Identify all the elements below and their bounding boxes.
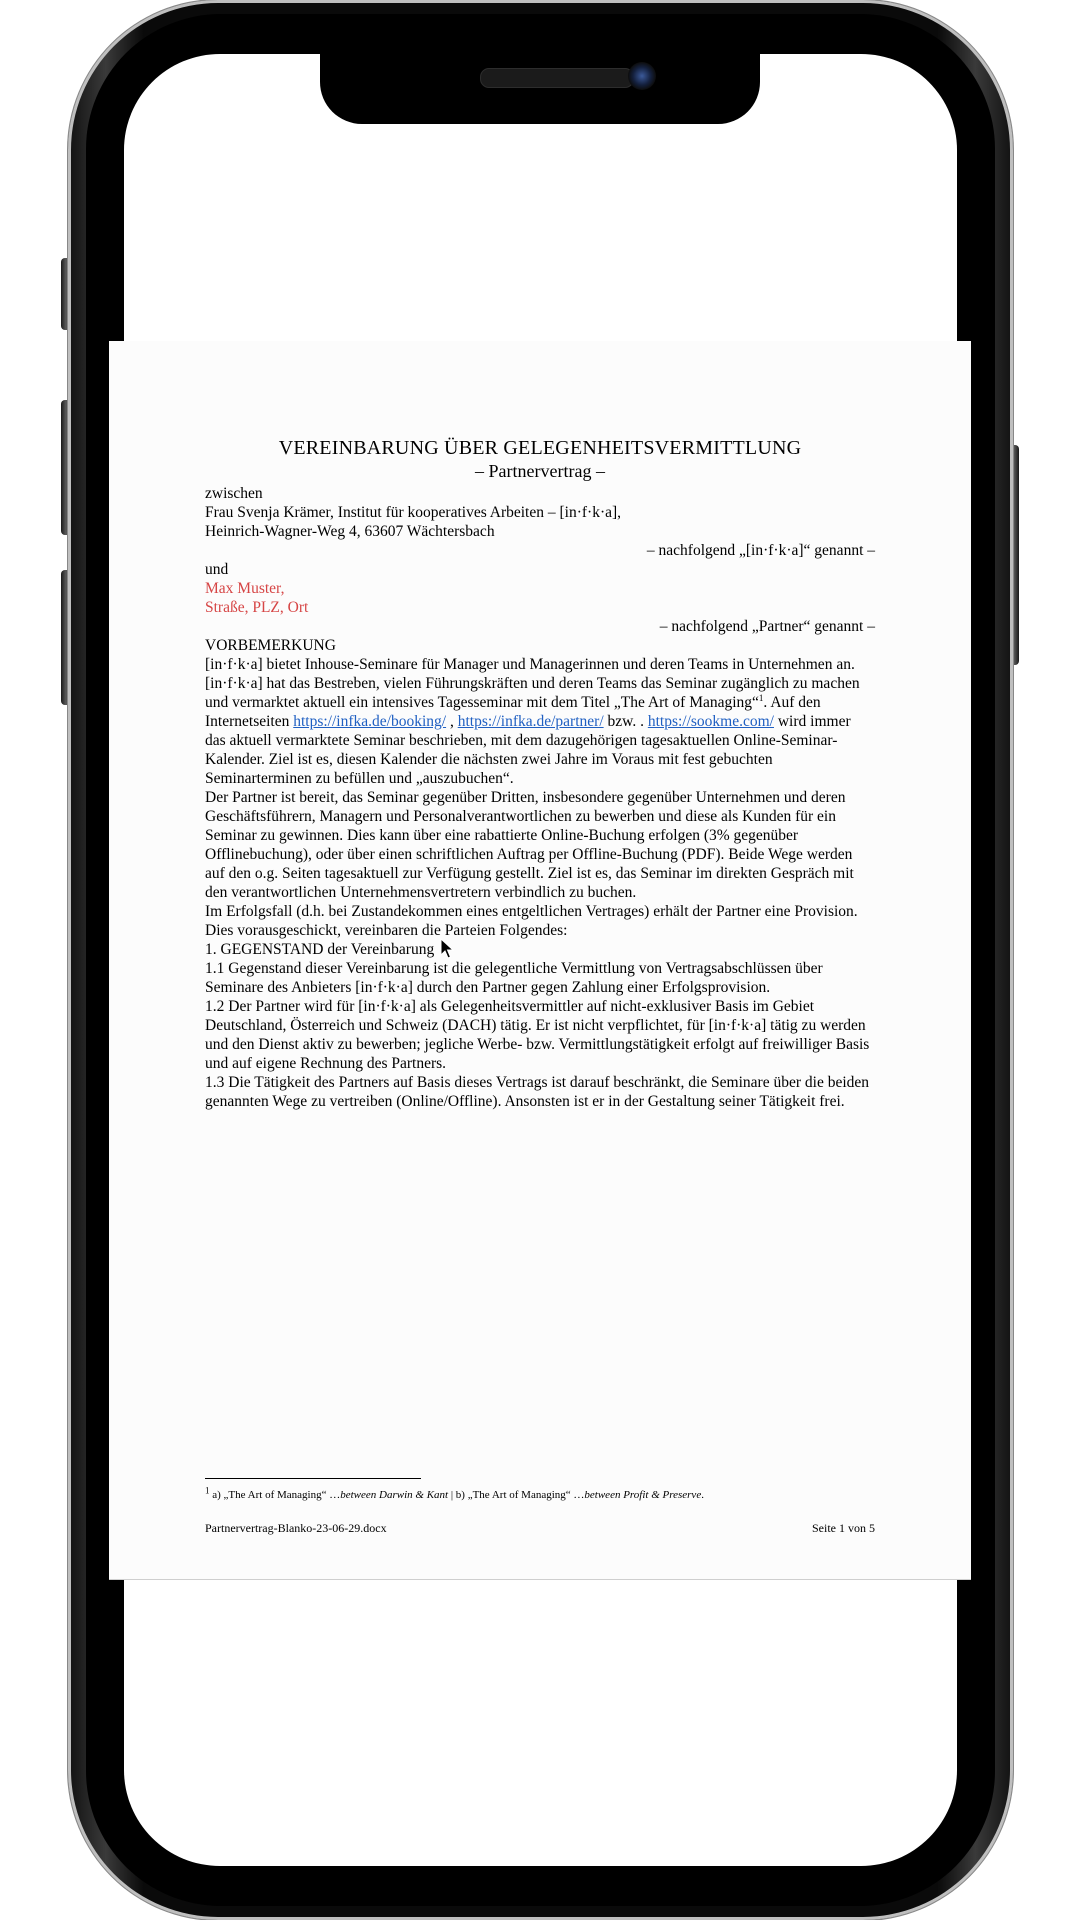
clause-1-3: 1.3 Die Tätigkeit des Partners auf Basis dieses Vertrags ist darauf beschränkt, die Seminare über die beiden genannten Wege zu vertreiben (Online/Offline). Ansonsten ist er in der Gestaltung seiner Tätigkeit frei. xyxy=(205,1074,870,1110)
party2-line2: Straße, PLZ, Ort xyxy=(205,599,309,616)
document-page[interactable] xyxy=(109,341,971,1580)
link-partner[interactable]: https://infka.de/partner/ xyxy=(457,713,604,730)
party1-line2: Heinrich-Wagner-Weg 4, 63607 Wächtersbach xyxy=(205,523,495,540)
party2-line1: Max Muster, xyxy=(205,580,285,597)
link-separator-1: , xyxy=(446,713,458,730)
mouse-cursor-icon xyxy=(440,938,454,960)
link-booking[interactable]: https://infka.de/booking/ xyxy=(293,713,447,730)
footnote-end: . xyxy=(701,1489,704,1501)
footnote-a-italic: between Darwin & Kant xyxy=(340,1489,449,1501)
footnote-b: | b) „The Art of Managing“ … xyxy=(448,1489,585,1501)
footnote xyxy=(205,1485,875,1502)
footer-page-number: Seite 1 von 5 xyxy=(812,1521,875,1535)
party1-line1: Frau Svenja Krämer, Institut für kooperatives Arbeiten – [in·f·k·a], xyxy=(205,504,622,521)
clause-1-2: 1.2 Der Partner wird für [in·f·k·a] als Gelegenheitsvermittler auf nicht-exklusiver Basis im Gebiet Deutschland, Österreich und Schweiz (DACH) tätig. Er ist nicht verpflichtet, für [in·f·k·a] tätig zu werden und den Dienst aktiv zu bewerben; jegliche Werbe- bzw. Vermittlungstätigkeit erfolgt auf freiwilliger Basis und auf eigene Rechnung des Partners. xyxy=(205,998,870,1072)
speaker-grille xyxy=(480,68,634,88)
document-subtitle: – Partnervertrag – xyxy=(475,461,605,481)
front-camera xyxy=(628,62,656,90)
link-separator-2: bzw. . xyxy=(603,713,648,730)
link-sookme[interactable]: https://sookme.com/ xyxy=(647,713,774,730)
party2-alias: – nachfolgend „Partner“ genannt – xyxy=(659,618,875,635)
section-1-heading: 1. GEGENSTAND der Vereinbarung xyxy=(205,941,435,958)
preamble-paragraph-2: Der Partner ist bereit, das Seminar gegenüber Dritten, insbesondere gegenüber Unternehmen und deren Geschäftsführern, Managern und Personalverantwortlichen zu bewerben und diese als Kunden für ein Seminar zu gewinnen. Dies kann über eine rabattierte Online-Buchung erfolgen (3% gegenüber Offlinebuchung), oder über einen schriftlichen Auftrag per Offline-Buchung (PDF). Beide Wege werden auf den o.g. Seiten tagesaktuell zur Verfügung gestellt. Ziel ist es, das Seminar im direkten Gespräch mit den verantwortlichen Unternehmensvertretern verbindlich zu buchen. xyxy=(205,789,854,901)
and-label: und xyxy=(205,561,229,578)
footer-filename: Partnervertrag-Blanko-23-06-29.docx xyxy=(205,1521,387,1535)
notch xyxy=(320,54,760,124)
document-body xyxy=(205,436,875,1111)
footnote-number: 1 xyxy=(205,1485,210,1496)
footnote-reference[interactable]: 1 xyxy=(758,692,764,703)
page-footer xyxy=(205,1521,875,1536)
preamble-p1-text-b: . Auf den Internetseiten xyxy=(205,694,821,730)
preamble-paragraph-1 xyxy=(205,655,875,788)
preamble-paragraph-3: Im Erfolgsfall (d.h. bei Zustandekommen eines entgeltlichen Vertrages) erhält der Partner eine Provision. Dies vorausgeschickt, vereinbaren die Parteien Folgendes: xyxy=(205,903,858,939)
document-title: VEREINBARUNG ÜBER GELEGENHEITSVERMITTLUNG xyxy=(278,437,802,459)
preamble-p1-text-a: [in·f·k·a] bietet Inhouse-Seminare für Manager und Managerinnen und deren Teams in Unternehmen an. [in·f·k·a] hat das Bestreben, vielen Führungskräften und deren Teams das Seminar zugänglich zu machen und vermarktet aktuell ein intensives Tagesseminar mit dem Titel „The Art of Managing“ xyxy=(205,656,860,711)
preamble-p1-text-c: wird immer das aktuell vermarktete Seminar beschrieben, mit dem dazugehörigen tagesaktuellen Online-Seminar-Kalender. Ziel ist es, diesen Kalender die nächsten zwei Jahre im Voraus mit fest gebuchten Seminarterminen zu befüllen und „auszubuchen“. xyxy=(205,713,851,787)
footnote-a: a) „The Art of Managing“ … xyxy=(209,1489,341,1501)
party1-alias: – nachfolgend „[in·f·k·a]“ genannt – xyxy=(646,542,875,559)
footnote-b-italic: between Profit & Preserve xyxy=(584,1489,702,1501)
footnote-divider xyxy=(205,1478,421,1479)
clause-1-1: 1.1 Gegenstand dieser Vereinbarung ist die gelegentliche Vermittlung von Vertragsabschlüssen über Seminare des Anbieters [in·f·k·a] durch den Partner gegen Zahlung einer Erfolgsprovision. xyxy=(205,960,823,996)
between-label: zwischen xyxy=(205,485,263,502)
preamble-heading: VORBEMERKUNG xyxy=(205,637,336,654)
